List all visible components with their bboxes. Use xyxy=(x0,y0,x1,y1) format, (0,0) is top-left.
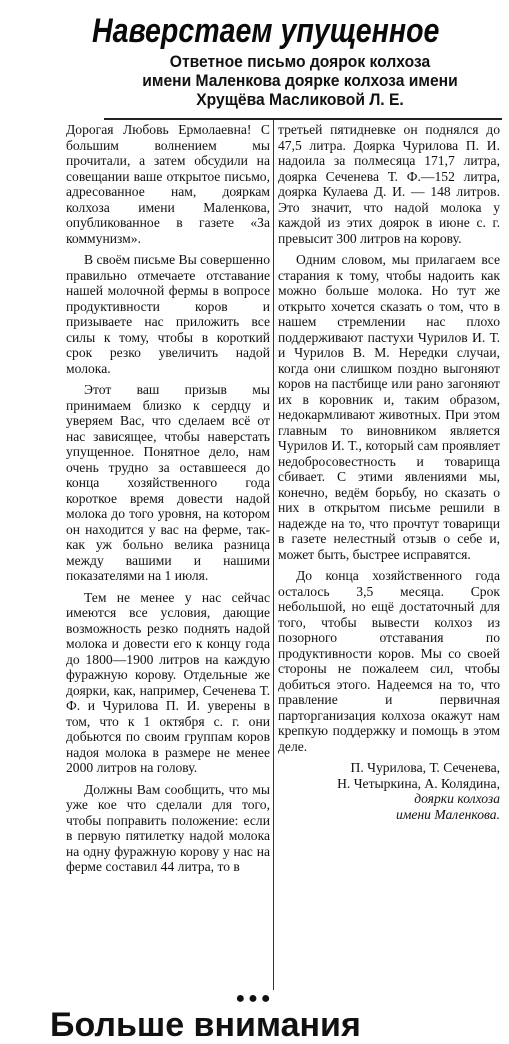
paragraph: Должны Вам сообщить, что мы уже кое что сделали для того, чтобы поправить положение: если в первую пятилетку надой молока на одну фуражную корову у нас на ферме составил 44 литра, то в xyxy=(66,781,270,874)
signature-names: П. Чурилова, Т. Сеченева, xyxy=(350,760,500,775)
article-subhead xyxy=(100,52,500,109)
signature-names: Н. Четыркина, А. Колядина, xyxy=(337,775,500,791)
paragraph: Одним словом, мы прилагаем все старания к тому, чтобы надоить как можно больше молока. Но тут же открыто хочется сказать о том, что в нашем стремлении нас плохо поддерживают пастухи Чурилов И. Т. и Чурилов В. М. Нередки случаи, когда они слишком поздно выгоняют коров на пастбище или рано загоняют их в коровник и, таким образом, недокармливают животных. При этом главным то виновником является Чурилов И. Т., который сам проявляет недобросовестность и товарища сбивает. С этими явлениями мы, конечно, ведём борьбу, но сказать о них в открытом письме решили в надежде на то, что прочтут товарищи в газете нелестный отзыв о себе и, может быть, быстрее исправятся. xyxy=(278,252,500,562)
right-column xyxy=(278,122,500,822)
paragraph: В своём письме Вы совершенно правильно отмечаете отставание нашей молочной фермы в вопросе продуктивности коров и призываете нас приложить все силы к тому, чтобы в короткий срок резко увеличить надой молока. xyxy=(66,252,270,376)
subhead-line: имени Маленкова доярке колхоза имени xyxy=(142,71,458,90)
subhead-line: Ответное письмо доярок колхоза xyxy=(169,52,431,71)
signature-role: доярки колхоза xyxy=(414,791,500,806)
section-separator: ●●● xyxy=(235,990,274,1007)
left-column xyxy=(66,122,270,881)
paragraph: третьей пятидневке он поднялся до 47,5 литра. Доярка Чурилова П. И. надоила за полмесяца 171,7 литра, доярка Сеченева Т. Ф.—152 литра, доярка Кулаева Д. И. — 148 литров. Это значит, что надой молока у каждой из этих доярок в июне с. г. превысит 300 литров на корову. xyxy=(278,122,500,246)
paragraph: Этот ваш призыв мы принимаем близко к сердцу и уверяем Вас, что сделаем всё от нас зависящее, чтобы наверстать упущенное. Понятное дело, нам очень трудно за оставшееся до конца хозяйственного года короткое время довести надой молока до того уровня, на котором он находится у вас на ферме, так-как уж больно велика разница между вашими и нашими показателями на 1 июля. xyxy=(66,382,270,583)
subhead-line: Хрущёва Масликовой Л. Е. xyxy=(196,90,404,109)
signature-role: имени Маленкова. xyxy=(395,806,500,822)
paragraph: До конца хозяйственного года осталось 3,5 месяца. Срок небольшой, но ещё достаточный для того, чтобы вывести колхоз из позорного отставания по продуктивности коров. Мы со своей стороны не пожалеем сил, чтобы добиться этого. Надеемся на то, что правление и первичная партоpганизация колхоза окажут нам крепкую поддержку и помощь в этом деле. xyxy=(278,568,500,754)
paragraph: Дорогая Любовь Ермолаевна! С большим волнением мы прочитали, а затем обсудили на совещании ваше открытое письмо, адресованное нам, дояркам колхоза имени Маленкова, опубликованное в газете «За коммунизм». xyxy=(66,122,270,246)
column-divider xyxy=(273,120,274,990)
signatures xyxy=(278,760,500,822)
headline-rule xyxy=(104,118,502,120)
paragraph: Тем не менее у нас сейчас имеются все условия, дающие возможность резко поднять надой молока и довести его к концу года до 1800—1900 литров на каждую фуражную корову. Отдельные же доярки, как, например, Сеченева Т. Ф. и Чурилова П. И. уверены в том, что к 1 октября с. г. они добьются по своим группам коров надоя молока в размере не менее 2000 литров на голову. xyxy=(66,589,270,775)
article-headline: Наверстаем упущенное xyxy=(92,12,440,50)
next-article-heading: Больше внимания xyxy=(50,1006,361,1044)
